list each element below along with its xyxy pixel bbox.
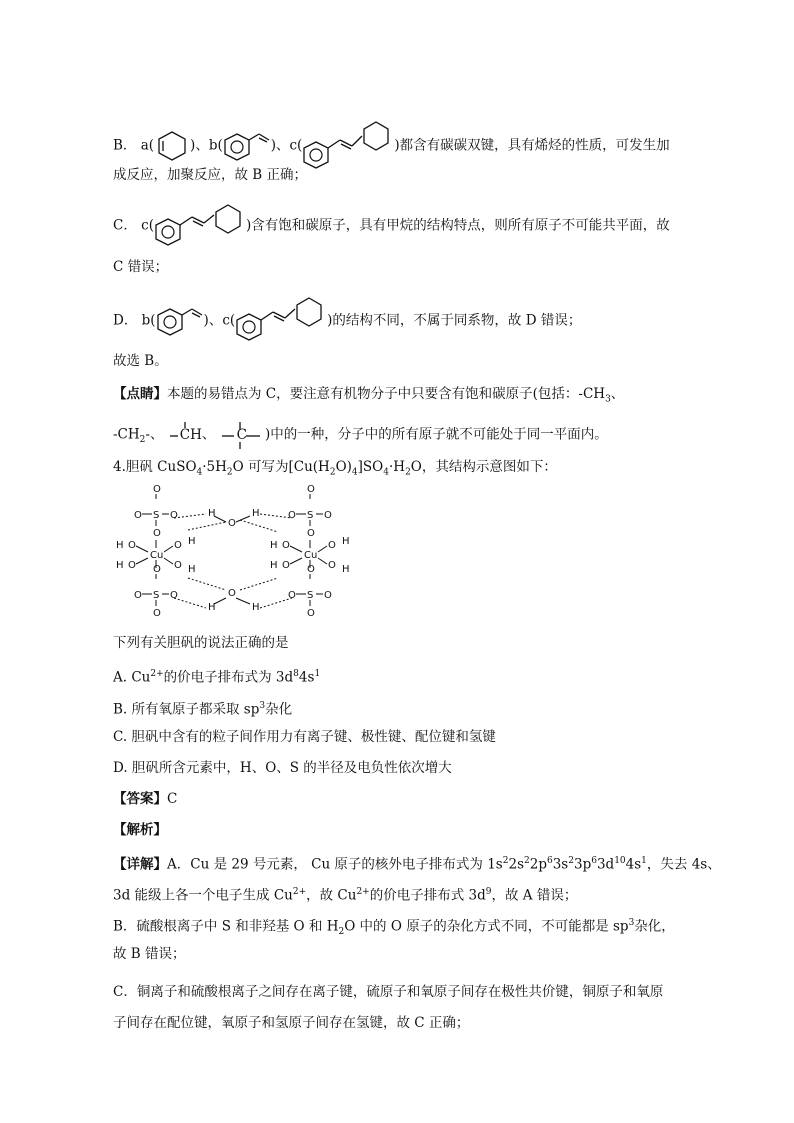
sub: 2	[338, 927, 345, 938]
sup: 2+	[356, 887, 370, 897]
oxygen-atom: O	[134, 510, 142, 521]
tip-text-end: 、	[610, 386, 625, 402]
sup: 2+	[292, 887, 307, 897]
hydrogen-bond	[188, 578, 226, 590]
option-d-line1	[113, 296, 581, 346]
sub: 2	[139, 435, 146, 446]
option-c-tail: )含有饱和碳原子，具有甲烷的结构特点，则所有原子不可能共平面，故	[245, 217, 670, 234]
q4-text: 4.胆矾 CuSO	[113, 459, 197, 475]
option-b-prefix: B．	[113, 137, 137, 154]
detail-text: 3d 能级上各一个电子生成 Cu	[113, 887, 293, 904]
covalent-bond	[164, 546, 173, 552]
detail-text: A．Cu 是 29 号元素， Cu 原子的核外电子排布式为 1s	[167, 856, 503, 873]
q4-question	[113, 634, 289, 652]
analysis-line	[113, 821, 167, 839]
answer-line	[113, 790, 177, 808]
covalent-bond	[236, 516, 250, 522]
c-text: C	[236, 426, 248, 443]
sup: 2	[568, 856, 574, 866]
hydrogen-bond	[260, 598, 292, 608]
option-text: 的价电子排布式为 3d	[163, 669, 294, 686]
oxygen-atom: O	[282, 560, 290, 571]
hydrogen-atom: H	[270, 560, 278, 571]
cyclohexyl-styrene-structure	[154, 203, 246, 249]
oxygen-atom: O	[288, 510, 296, 521]
covalent-bond	[214, 516, 226, 522]
hydrogen-atom: H	[188, 564, 196, 575]
ch2-text: -CH	[113, 426, 140, 443]
option-text: B. 所有氧原子都采取 sp	[113, 701, 260, 718]
oxygen-atom: O	[328, 540, 336, 551]
orbital: 3p	[573, 856, 592, 873]
oxygen-atom: O	[307, 564, 315, 575]
label-b: b(	[141, 312, 156, 329]
hydrogen-atom: H	[252, 508, 260, 519]
detail-a-line1	[113, 852, 721, 874]
sup: 3	[259, 701, 266, 711]
option-text: 杂化	[265, 701, 293, 718]
cyclohexene-structure	[154, 130, 190, 162]
tip-line2: $-CH_2-$、 CH、 C )中的一种，分子中的所有原子就不可能处于同一平面内。	[113, 420, 608, 450]
sup: 3	[628, 918, 635, 928]
covalent-bond	[318, 558, 327, 564]
sup: 8	[293, 669, 299, 679]
question-text: 下列有关胆矾的说法正确的是	[113, 635, 289, 651]
option-b-line2	[113, 166, 307, 184]
sup: 10	[614, 856, 626, 866]
oxygen-atom: O	[307, 528, 315, 539]
sub: 2	[329, 467, 336, 478]
covalent-bond	[214, 598, 226, 604]
option-text: A. Cu	[113, 669, 151, 686]
sub: 2	[405, 467, 411, 478]
styrene-structure	[156, 305, 204, 337]
conclusion	[113, 352, 168, 370]
sub: 4	[196, 467, 203, 478]
option-c-line2	[113, 258, 168, 276]
option-text: D. 胆矾所含元素中，H、O、S 的半径及电负性依次增大	[113, 760, 452, 776]
detail-c-line2	[113, 1014, 469, 1032]
oxygen-atom: O	[134, 590, 142, 601]
oxygen-atom: O	[174, 540, 182, 551]
orbital: 2p	[529, 856, 547, 873]
oxygen-atom: O	[170, 510, 178, 521]
option-text: C. 胆矾中含有的粒子间作用力有离子键、极性键、配位键和氢键	[113, 729, 496, 745]
tip-text: -、	[145, 426, 164, 443]
sup: 2	[524, 856, 530, 866]
hydrogen-atom: H	[342, 536, 350, 547]
detail-text: 杂化，	[634, 918, 675, 935]
option-b-tail: )都含有碳碳双键，具有烯烃的性质，可发生加	[394, 137, 670, 154]
copper-atom: Cu	[150, 550, 164, 561]
covalent-bond	[318, 546, 327, 552]
ch-text: CH	[179, 426, 202, 443]
cyclohexyl-styrene-structure	[235, 296, 327, 346]
hydrogen-atom: H	[116, 540, 124, 551]
orbital: 3d	[596, 856, 615, 873]
sup: 1	[641, 856, 647, 866]
hydrogen-atom: H	[116, 560, 124, 571]
oxygen-atom: O	[324, 590, 332, 601]
covalent-bond	[290, 546, 302, 552]
sulfur-atom: S	[153, 510, 160, 521]
sup: 2	[502, 856, 509, 866]
hydrogen-bond	[188, 522, 226, 530]
detail-b-line1	[113, 914, 675, 941]
sup: 6	[591, 856, 597, 866]
q4-stem	[113, 458, 557, 482]
option-c-cont: C 错误；	[113, 259, 169, 275]
label-a: a(	[140, 137, 155, 154]
sep-c: )、c(	[270, 137, 303, 154]
hydrogen-bond	[240, 578, 278, 590]
option-d-prefix: D．	[113, 312, 138, 329]
option-text: 4s	[298, 669, 315, 686]
detail-text: ，故 A 错误；	[491, 887, 578, 904]
hydrogen-atom: H	[342, 564, 350, 575]
oxygen-atom: O	[307, 484, 315, 495]
conclusion-text: 故选 B。	[113, 353, 168, 369]
covalent-bond	[290, 558, 302, 564]
copper-atom: Cu	[304, 550, 318, 561]
oxygen-atom: O	[328, 560, 336, 571]
tip-text: 本题的易错点为 C，要注意有机物分子中只要含有饱和碳原子(包括：-CH	[167, 386, 606, 402]
q4-text: ·5H	[202, 459, 227, 475]
hydrogen-bond	[240, 520, 278, 532]
oxygen-atom: O	[324, 510, 332, 521]
detail-a-line2	[113, 883, 577, 905]
option-b-cont: 成反应，加聚反应，故 B 正确；	[113, 167, 308, 183]
hydrogen-atom: H	[208, 508, 216, 519]
sub: 2	[226, 467, 233, 478]
q4-text: O)	[335, 459, 352, 475]
styrene-structure	[223, 130, 271, 162]
hydrogen-atom: H	[208, 602, 216, 613]
q4-option-c	[113, 728, 496, 746]
q4-text: O 可写为[Cu(H	[232, 459, 330, 475]
orbital: 2s	[508, 856, 525, 873]
covalent-bond	[236, 598, 250, 604]
sup: 9	[485, 887, 492, 897]
answer-label: 【答案】	[113, 791, 167, 807]
hydrogen-atom: H	[270, 540, 278, 551]
sep-b: )、b(	[190, 137, 223, 154]
sulfur-atom: S	[153, 590, 160, 601]
hydrogen-atom: H	[188, 536, 196, 547]
option-c-prefix: C．	[113, 217, 137, 234]
oxygen-atom: O	[307, 608, 315, 619]
q4-text: O，其结构示意图如下：	[410, 459, 557, 475]
sup: 6	[546, 856, 553, 866]
detail-text: 故 B 错误；	[113, 946, 186, 962]
covalent-bond	[136, 546, 148, 552]
detail-text: 子间存在配位键，氧原子和氢原子间存在氢键，故 C 正确；	[113, 1015, 470, 1031]
oxygen-atom: O	[128, 560, 136, 571]
oxygen-atom: O	[288, 590, 296, 601]
option-c-line1	[113, 203, 670, 249]
tip-line1	[113, 385, 624, 409]
oxygen-atom: O	[228, 518, 236, 529]
detail-text: O 中的 O 原子的杂化方式不同，不可能都是 sp	[344, 918, 629, 935]
oxygen-atom: O	[128, 540, 136, 551]
orbital: 4s	[625, 856, 642, 873]
hydrogen-bond	[174, 598, 206, 608]
orbital: 3s	[552, 856, 569, 873]
detail-text: ，失去 4s、	[646, 856, 721, 873]
q4-option-a	[113, 665, 320, 687]
copper-sulfate-pentahydrate-structure	[112, 484, 352, 619]
sep-c: )、c(	[203, 312, 236, 329]
sub: 3	[605, 394, 611, 405]
label-c: c(	[141, 217, 154, 234]
oxygen-atom: O	[174, 560, 182, 571]
oxygen-atom: O	[282, 540, 290, 551]
sulfur-atom: S	[307, 510, 314, 521]
detail-text: 的价电子排布式 3d	[369, 887, 486, 904]
oxygen-atom: O	[228, 588, 236, 599]
q4-option-d	[113, 759, 452, 777]
hydrogen-atom: H	[252, 602, 260, 613]
option-d-tail: )的结构不同，不属于同系物，故 D 错误；	[327, 312, 582, 329]
detail-text: C．铜离子和硫酸根离子之间存在离子键，硫原子和氧原子间存在极性共价键，铜原子和氧原	[113, 984, 664, 1000]
sub: 4	[383, 467, 389, 478]
sup: 1	[314, 669, 321, 679]
sup: 2+	[150, 669, 164, 679]
detail-b-line2	[113, 945, 186, 963]
detail-text: ，故 Cu	[306, 887, 357, 904]
tip-label: 【点睛】	[113, 386, 167, 402]
q4-text: ]SO	[357, 459, 384, 475]
cyclohexyl-styrene-structure	[302, 118, 394, 174]
detail-label: 【详解】	[113, 856, 167, 873]
oxygen-atom: O	[153, 564, 161, 575]
covalent-bond	[136, 558, 148, 564]
q4-text: ·H	[388, 459, 406, 475]
detail-text: B．硫酸根离子中 S 和非羟基 O 和 H	[113, 918, 339, 935]
hydrogen-bond	[174, 514, 206, 518]
analysis-label: 【解析】	[113, 822, 167, 838]
detail-c-line1	[113, 983, 663, 1001]
oxygen-atom: O	[170, 590, 178, 601]
sub: 4	[351, 467, 358, 478]
oxygen-atom: O	[153, 608, 161, 619]
covalent-bond	[164, 558, 173, 564]
sulfur-atom: S	[307, 590, 314, 601]
answer-value: C	[167, 791, 178, 807]
oxygen-atom: O	[153, 528, 161, 539]
q4-option-b	[113, 697, 292, 719]
tip-text: )中的一种，分子中的所有原子就不可能处于同一平面内。	[265, 426, 608, 443]
oxygen-atom: O	[153, 484, 161, 495]
